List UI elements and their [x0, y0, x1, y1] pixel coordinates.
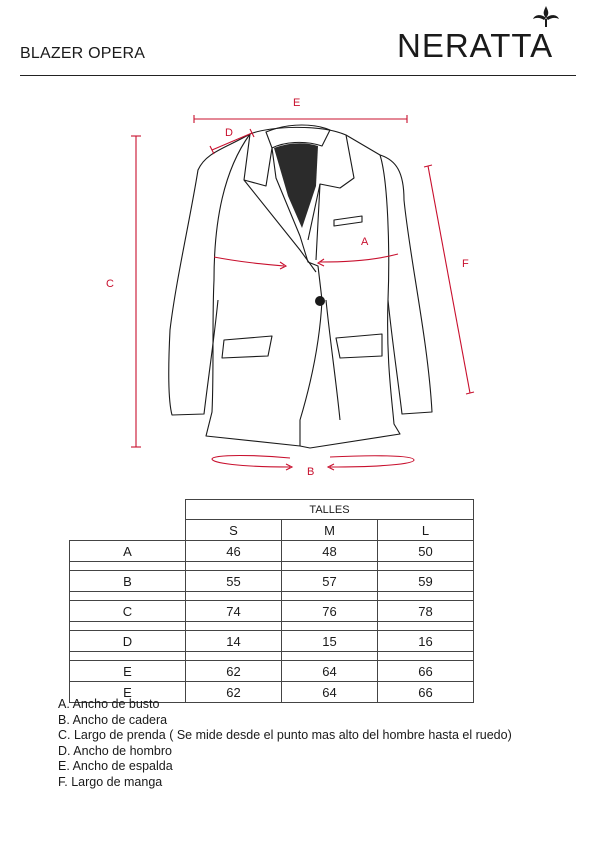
- measurement-legend: [58, 697, 512, 791]
- measure-label: A: [70, 541, 186, 562]
- button-icon: [315, 296, 325, 306]
- measure-value: 59: [378, 571, 474, 592]
- legend-item: F. Largo de manga: [58, 774, 163, 789]
- measure-value: 57: [282, 571, 378, 592]
- table-row: [70, 661, 474, 682]
- measure-value: 64: [282, 661, 378, 682]
- dimension-label-b: B: [307, 466, 315, 478]
- size-header: S: [186, 520, 282, 541]
- measure-value: 16: [378, 631, 474, 652]
- dimension-label-e: E: [293, 97, 301, 109]
- inner-collar-shading: [274, 143, 318, 228]
- measure-value: 76: [282, 601, 378, 622]
- measure-value: 74: [186, 601, 282, 622]
- size-table: [69, 499, 474, 703]
- measure-value: 46: [186, 541, 282, 562]
- measure-value: 66: [378, 682, 474, 703]
- measure-value: 64: [282, 682, 378, 703]
- table-row: [70, 571, 474, 592]
- measure-label: C: [70, 601, 186, 622]
- brand-logo: NERATTA: [397, 27, 554, 64]
- measure-value: 66: [378, 661, 474, 682]
- table-row: [70, 631, 474, 652]
- dimension-label-d: D: [225, 127, 233, 139]
- table-row: [70, 541, 474, 562]
- legend-item: C. Largo de prenda ( Se mide desde el punto mas alto del hombre hasta el ruedo): [58, 728, 512, 743]
- size-table-header-row: [70, 520, 474, 541]
- measure-value: 62: [186, 682, 282, 703]
- measure-value: 62: [186, 661, 282, 682]
- measure-label: E: [70, 682, 186, 703]
- size-header: L: [378, 520, 474, 541]
- page-title: BLAZER OPERA: [20, 45, 146, 62]
- dimension-label-f: F: [462, 258, 469, 270]
- measure-value: 15: [282, 631, 378, 652]
- size-header: M: [282, 520, 378, 541]
- measure-label: D: [70, 631, 186, 652]
- table-row: [70, 601, 474, 622]
- dimension-label-a: A: [361, 236, 369, 248]
- legend-item: E. Ancho de espalda: [58, 759, 173, 774]
- measure-label: B: [70, 571, 186, 592]
- measure-value: 50: [378, 541, 474, 562]
- size-table-group-row: [70, 500, 474, 520]
- legend-item: B. Ancho de cadera: [58, 712, 168, 727]
- measure-value: 55: [186, 571, 282, 592]
- dimension-label-c: C: [106, 278, 114, 290]
- measure-label: E: [70, 661, 186, 682]
- measure-value: 14: [186, 631, 282, 652]
- measure-value: 78: [378, 601, 474, 622]
- legend-item: D. Ancho de hombro: [58, 743, 172, 758]
- legend-item: A. Ancho de busto: [58, 697, 160, 711]
- size-group-header: TALLES: [186, 500, 474, 520]
- measure-value: 48: [282, 541, 378, 562]
